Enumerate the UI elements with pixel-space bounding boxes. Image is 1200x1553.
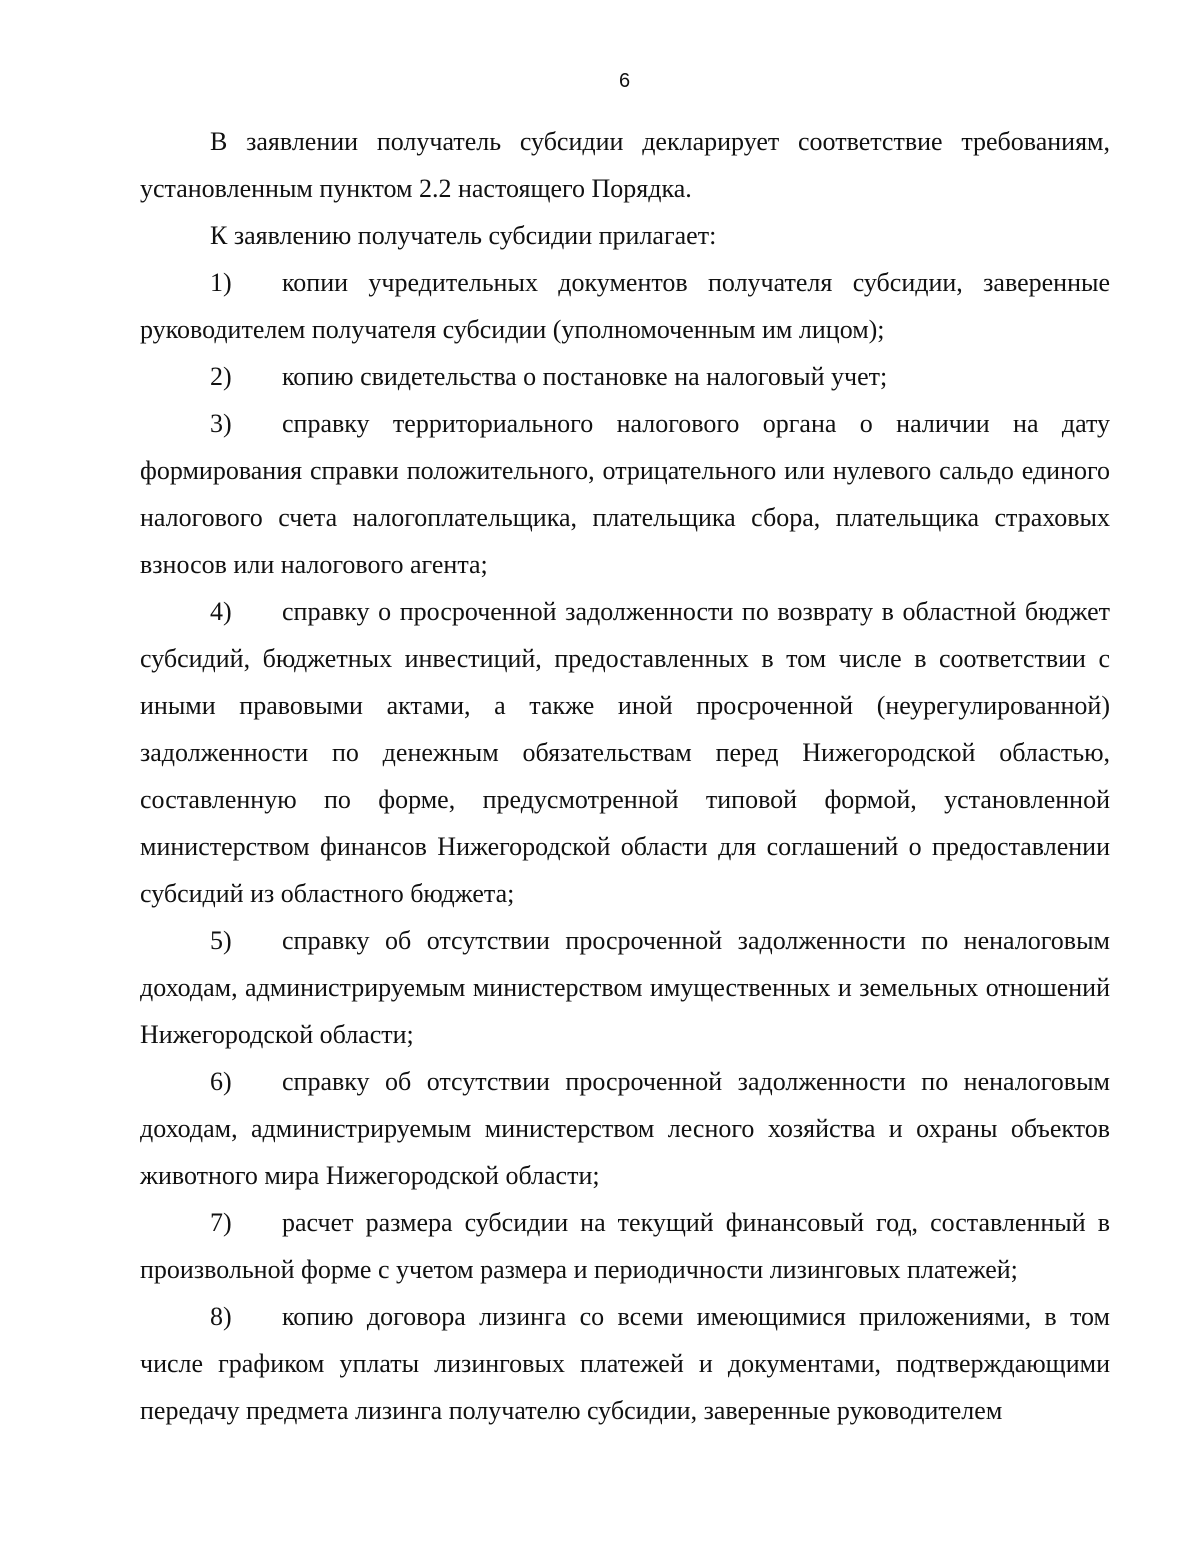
list-item-number: 3): [210, 409, 232, 438]
document-body: [140, 118, 1110, 1434]
list-item-2: [140, 353, 1110, 400]
list-item-8: [140, 1293, 1110, 1434]
list-item-number: 1): [210, 268, 232, 297]
list-item-3: [140, 400, 1110, 588]
list-item-1: [140, 259, 1110, 353]
list-item-number: 7): [210, 1208, 232, 1237]
list-item-text: справку об отсутствии просроченной задолженности по неналоговым доходам, администрируемым министерством имущественных и земельных отношений Нижегородской области;: [140, 926, 1110, 1049]
list-item-text: справку о просроченной задолженности по возврату в областной бюджет субсидий, бюджетных инвестиций, предоставленных в том числе в соответствии с иными правовыми актами, а также иной просроченной (неурегулированной) задолженности по денежным обязательствам перед Нижегородской областью, составленную по форме, предусмотренной типовой формой, установленной министерством финансов Нижегородской области для соглашений о предоставлении субсидий из областного бюджета;: [140, 597, 1110, 908]
list-item-number: 6): [210, 1067, 232, 1096]
paragraph-text: В заявлении получатель субсидии декларирует соответствие требованиям, установленным пунктом 2.2 настоящего Порядка.: [140, 127, 1110, 203]
list-item-text: копию договора лизинга со всеми имеющимися приложениями, в том числе графиком уплаты лизинговых платежей и документами, подтверждающими передачу предмета лизинга получателю субсидии, заверенные руководителем: [140, 1302, 1110, 1425]
paragraph-attachments-intro: [140, 212, 1110, 259]
list-item-text: справку территориального налогового органа о наличии на дату формирования справки положительного, отрицательного или нулевого сальдо единого налогового счета налогоплательщика, плательщика сбора, плательщика страховых взносов или налогового агента;: [140, 409, 1110, 579]
paragraph-declaration: [140, 118, 1110, 212]
list-item-number: 2): [210, 362, 232, 391]
list-item-number: 8): [210, 1302, 232, 1331]
paragraph-text: К заявлению получатель субсидии прилагает:: [210, 221, 717, 250]
list-item-text: копии учредительных документов получателя субсидии, заверенные руководителем получателя субсидии (уполномоченным им лицом);: [140, 268, 1110, 344]
list-item-4: [140, 588, 1110, 917]
list-item-number: 4): [210, 597, 232, 626]
list-item-text: копию свидетельства о постановке на налоговый учет;: [282, 362, 888, 391]
list-item-7: [140, 1199, 1110, 1293]
list-item-number: 5): [210, 926, 232, 955]
list-item-6: [140, 1058, 1110, 1199]
page-number: 6: [618, 70, 631, 92]
list-item-text: расчет размера субсидии на текущий финансовый год, составленный в произвольной форме с учетом размера и периодичности лизинговых платежей;: [140, 1208, 1110, 1284]
list-item-5: [140, 917, 1110, 1058]
list-item-text: справку об отсутствии просроченной задолженности по неналоговым доходам, администрируемым министерством лесного хозяйства и охраны объектов животного мира Нижегородской области;: [140, 1067, 1110, 1190]
